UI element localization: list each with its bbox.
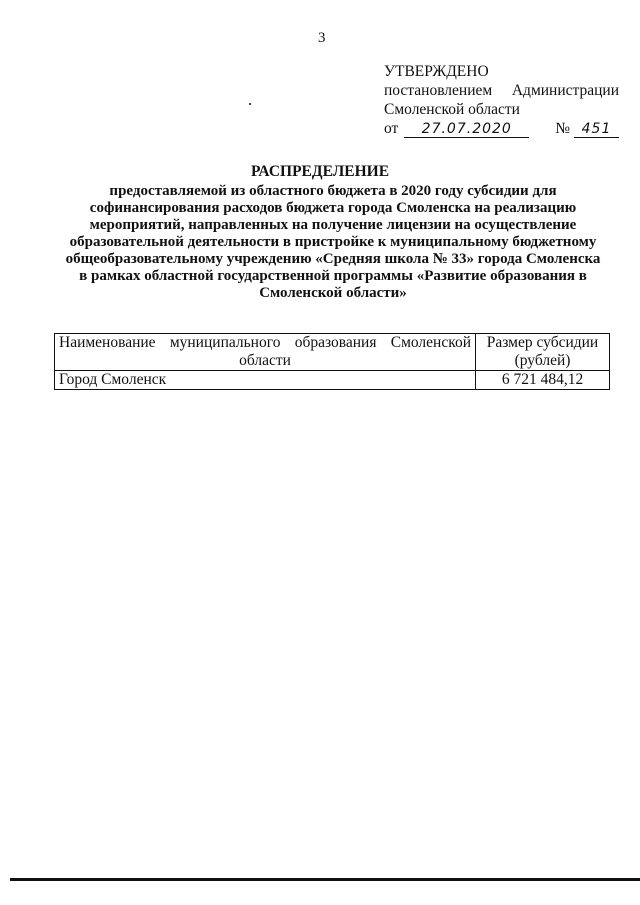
- number-label: №: [555, 120, 570, 137]
- handwritten-date: 27.07.2020: [404, 121, 529, 138]
- cell-municipality: Город Смоленск: [55, 371, 476, 390]
- table-header-row: [55, 334, 610, 371]
- approval-heading: УТВЕРЖДЕНО: [384, 63, 489, 80]
- table-row: [55, 371, 610, 390]
- document-subtitle: [58, 183, 608, 302]
- subtitle-line: Смоленской области»: [259, 285, 407, 301]
- approval-block: [384, 62, 619, 138]
- cell-subsidy-amount: 6 721 484,12: [476, 371, 610, 390]
- approval-region: Смоленской области: [384, 101, 520, 118]
- approval-resolution-word: постановлением: [384, 82, 493, 99]
- document-title: РАСПРЕДЕЛЕНИЕ: [250, 163, 390, 180]
- subtitle-line: софинансирования расходов бюджета города Смоленска на реализацию: [89, 200, 577, 216]
- header-subsidy-amount: Размер субсидии (рублей): [476, 334, 610, 371]
- subtitle-line: общеобразовательному учреждению «Средняя школа № 33» города Смоленска: [65, 251, 601, 267]
- subtitle-line: в рамках областной государственной программы «Развитие образования в: [79, 268, 587, 284]
- approval-resolution-line: [384, 81, 619, 100]
- scan-speck: [249, 103, 251, 105]
- handwritten-number: 451: [574, 121, 619, 138]
- footer-rule: [10, 878, 640, 881]
- distribution-table: [54, 333, 610, 390]
- approval-reference: [384, 119, 619, 138]
- approval-administration-word: Администрации: [511, 82, 619, 99]
- subtitle-line: предоставляемой из областного бюджета в 2020 году субсидии для: [109, 183, 557, 199]
- header-municipality: Наименование муниципального образования Смоленской области: [55, 334, 476, 371]
- page-number: 3: [318, 30, 326, 46]
- subtitle-line: образовательной деятельности в пристройке к муниципальному бюджетному: [69, 234, 597, 250]
- subtitle-line: мероприятий, направленных на получение лицензии на осуществление: [89, 217, 577, 233]
- date-prefix: от: [384, 120, 399, 137]
